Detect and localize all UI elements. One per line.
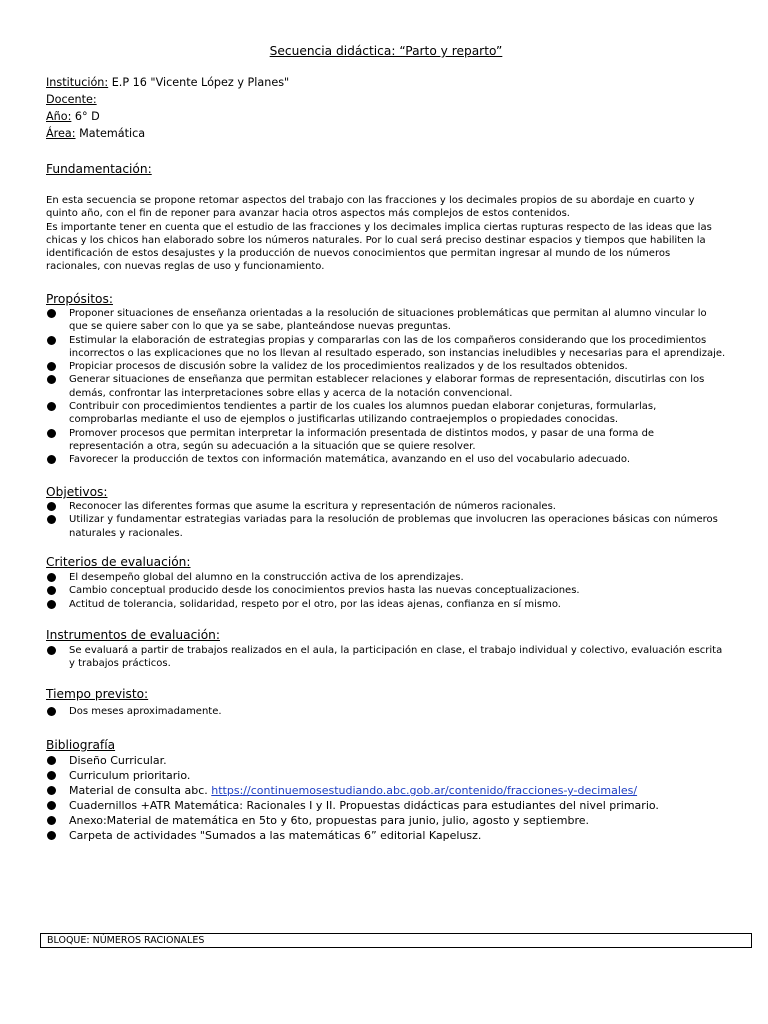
tiempo-heading: Tiempo previsto: (46, 687, 149, 701)
objetivos-list (46, 500, 726, 540)
list-item: Se evaluará a partir de trabajos realizados en el aula, la participación en clase, el trabajo individual y colectivo, evaluación escrita y trabajos prácticos. (46, 644, 726, 671)
fundamentacion-text (46, 194, 726, 274)
institucion-row (46, 74, 289, 91)
fundamentacion-paragraph-2: Es importante tener en cuenta que el estudio de las fracciones y los decimales implica ciertas rupturas respecto de las ideas que las chicas y los chicos han elaborado sobre los números naturales. Por lo cual será preciso destinar espacios y tiempos que habiliten la identificación de estos desajustes y la producción de nuevos conocimientos que permitan ingresar al mundo de los números racionales, con nuevas reglas de uso y funcionamiento. (46, 221, 712, 273)
docente-row (46, 91, 289, 108)
anio-row (46, 108, 289, 125)
instrumentos-list (46, 644, 726, 671)
tiempo-list (46, 705, 726, 718)
objetivos-heading: Objetivos: (46, 485, 108, 499)
institucion-value: E.P 16 "Vicente López y Planes" (108, 76, 290, 89)
list-item: Cuadernillos +ATR Matemática: Racionales I y II. Propuestas didácticas para estudiantes del nivel primario. (46, 798, 726, 813)
list-item: Anexo:Material de matemática en 5to y 6to, propuestas para junio, julio, agosto y septiembre. (46, 813, 726, 828)
criterios-heading: Criterios de evaluación: (46, 555, 191, 569)
anio-value: 6° D (71, 110, 100, 123)
anio-label: Año: (46, 110, 72, 123)
list-item: Generar situaciones de enseñanza que permitan establecer relaciones y elaborar formas de representación, discutirlas con los demás, confrontar las interpretaciones sobre ellas y acerca de la notación convencional. (46, 373, 726, 400)
list-item: Estimular la elaboración de estrategias propias y compararlas con las de los compañeros considerando que los procedimientos incorrectos o las explicaciones que no los llevan al resultado esperado, son instancias ineludibles y necesarias para el aprendizaje. (46, 334, 726, 361)
list-item: Diseño Curricular. (46, 753, 726, 768)
list-item: Actitud de tolerancia, solidaridad, respeto por el otro, por las ideas ajenas, confianza en sí mismo. (46, 598, 726, 611)
propositos-list (46, 307, 726, 467)
bibliografia-heading: Bibliografía (46, 738, 116, 752)
list-item: Reconocer las diferentes formas que asume la escritura y representación de números racionales. (46, 500, 726, 513)
area-value: Matemática (75, 127, 146, 140)
fundamentacion-heading: Fundamentación: (46, 162, 152, 176)
document-meta (46, 74, 289, 142)
bibliografia-link-prefix: Material de consulta abc. (69, 784, 212, 797)
document-title: Secuencia didáctica: “Parto y reparto” (269, 44, 503, 58)
list-item: Dos meses aproximadamente. (46, 705, 726, 718)
propositos-heading: Propósitos: (46, 292, 113, 306)
list-item: Carpeta de actividades "Sumados a las matemáticas 6” editorial Kapelusz. (46, 828, 726, 843)
area-label: Área: (46, 127, 76, 140)
criterios-list (46, 571, 726, 611)
list-item: Proponer situaciones de enseñanza orientadas a la resolución de situaciones problemáticas que permitan al alumno vincular lo que se quiere saber con lo que ya se sabe, planteándose nuevas preguntas. (46, 307, 726, 334)
list-item: Promover procesos que permitan interpretar la información presentada de distintos modos, y pasar de una forma de representación a otra, según su adecuación a la situación que se quiere resolver. (46, 427, 726, 454)
list-item: Favorecer la producción de textos con información matemática, avanzando en el uso del vocabulario adecuado. (46, 453, 726, 466)
list-item: Utilizar y fundamentar estrategias variadas para la resolución de problemas que involucren las operaciones básicas con números naturales y racionales. (46, 513, 726, 540)
list-item: Propiciar procesos de discusión sobre la validez de los procedimientos realizados y de los resultados obtenidos. (46, 360, 726, 373)
list-item: Contribuir con procedimientos tendientes a partir de los cuales los alumnos puedan elaborar conjeturas, formularlas, comprobarlas mediante el uso de ejemplos o justificarlas utilizando contraejemplos o propiedades conocidas. (46, 400, 726, 427)
fundamentacion-paragraph-1: En esta secuencia se propone retomar aspectos del trabajo con las fracciones y los decimales propios de su abordaje en cuarto y quinto año, con el fin de reponer para avanzar hacia otros aspectos más complejos de estos contenidos. (46, 195, 695, 220)
list-item: Cambio conceptual producido desde los conocimientos previos hasta las nuevas conceptualizaciones. (46, 584, 726, 597)
list-item: El desempeño global del alumno en la construcción activa de los aprendizajes. (46, 571, 726, 584)
bloque-footer: BLOQUE: NÚMEROS RACIONALES (40, 933, 752, 948)
list-item: Curriculum prioritario. (46, 768, 726, 783)
instrumentos-heading: Instrumentos de evaluación: (46, 628, 220, 642)
bibliografia-list (46, 753, 726, 843)
area-row (46, 125, 289, 142)
list-item (46, 783, 726, 798)
docente-label: Docente: (46, 93, 97, 106)
institucion-label: Institución: (46, 76, 109, 89)
bibliografia-link[interactable]: https://continuemosestudiando.abc.gob.ar/contenido/fracciones-y-decimales/ (211, 784, 638, 797)
